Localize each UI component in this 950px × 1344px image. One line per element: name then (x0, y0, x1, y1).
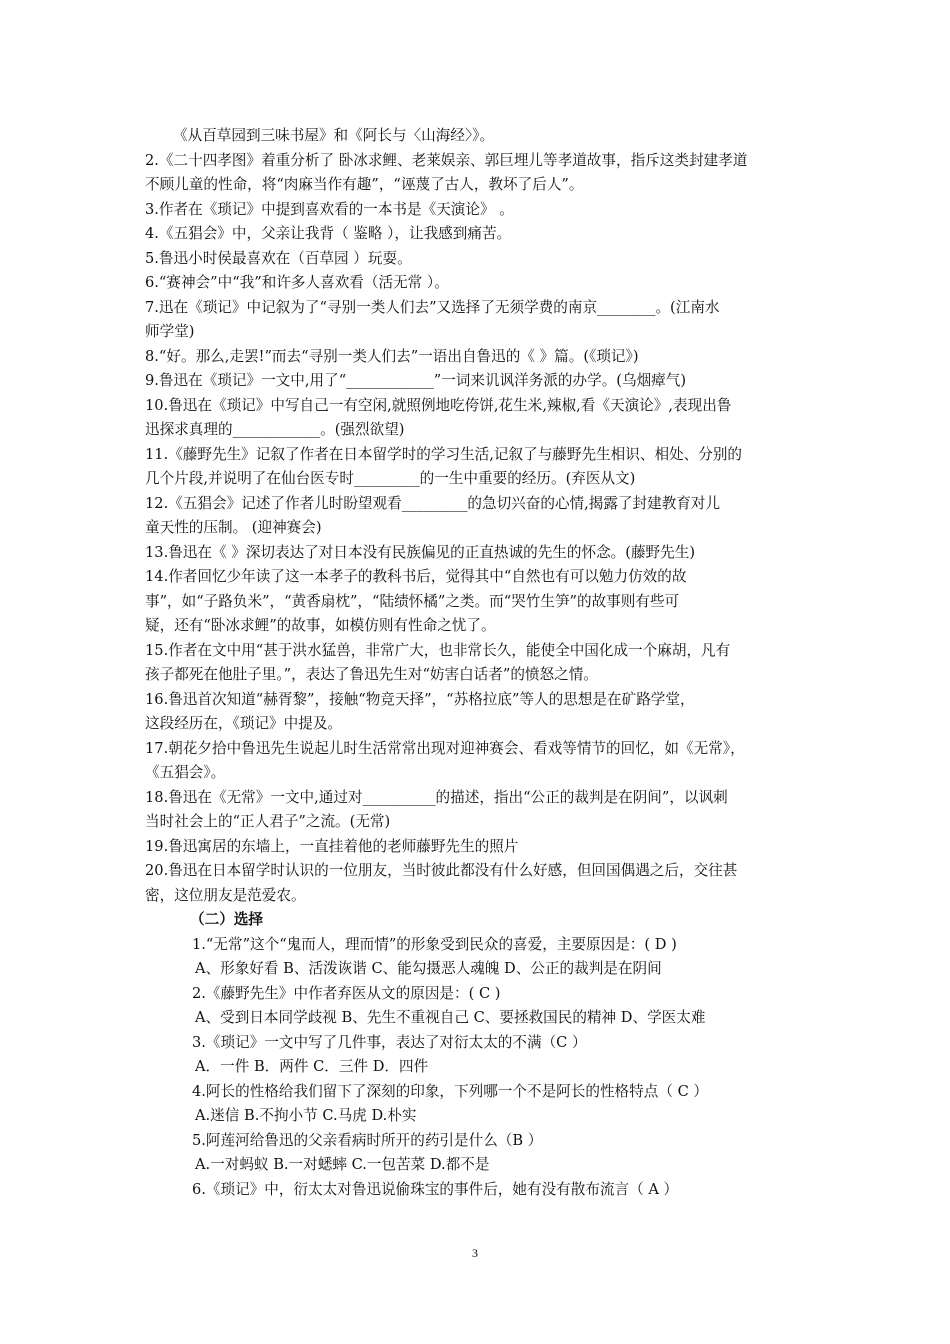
text-line: 迅探求真理的____________。(强烈欲望) (145, 421, 405, 438)
question-7: 7.迅在《琐记》中记叙为了“寻别一类人们去”又选择了无须学费的南京________。(江南水 (145, 298, 720, 316)
choice-question-6: 6.《琐记》中，衍太太对鲁迅说偷珠宝的事件后，她有没有散布流言（ A ） (192, 1180, 679, 1198)
choice-options-4: A.迷信 B.不拘小节 C.马虎 D.朴实 (195, 1107, 417, 1124)
text-line: 《五猖会》。 (145, 764, 226, 781)
choice-question-4: 4.阿长的性格给我们留下了深刻的印象，下列哪一个不是阿长的性格特点（ C ） (192, 1082, 708, 1100)
question-6: 6.“赛神会”中“我”和许多人喜欢看（活无常 ）。 (145, 274, 449, 291)
choice-question-2: 2.《藤野先生》中作者弃医从文的原因是：( C ) (192, 984, 501, 1002)
choice-question-5: 5.阿莲河给鲁迅的父亲看病时所开的药引是什么（B ） (192, 1131, 543, 1149)
question-2: 2.《二十四孝图》着重分析了 卧冰求鲤、老莱娱亲、郭巨埋儿等孝道故事，指斥这类封建孝道 (145, 151, 748, 169)
document-page (145, 124, 810, 1202)
question-4: 4.《五猖会》中，父亲让我背（ 鉴略 ），让我感到痛苦。 (145, 225, 512, 242)
choice-options-3: A．一件 B．两件 C．三件 D．四件 (195, 1058, 429, 1075)
section-heading: （二）选择 (190, 911, 263, 928)
choice-question-1: 1.“无常”这个“鬼而人，理而情”的形象受到民众的喜爱，主要原因是：( D ) (192, 935, 677, 953)
question-5: 5.鲁迅小时侯最喜欢在（百草园 ）玩耍。 (145, 249, 412, 267)
question-17: 17.朝花夕拾中鲁迅先生说起儿时生活常常出现对迎神赛会、看戏等情节的回忆，如《无常》， (145, 739, 745, 757)
text-line: 孩子都死在他肚子里。”，表达了鲁迅先生对“妨害白话者”的愤怒之情。 (145, 666, 598, 683)
question-15: 15.作者在文中用“甚于洪水猛兽，非常广大，也非常长久，能使全中国化成一个麻胡，凡有 (145, 641, 731, 659)
text-line: 疑，还有“卧冰求鲤”的故事，如模仿则有性命之忧了。 (145, 617, 496, 634)
question-11: 11.《藤野先生》记叙了作者在日本留学时的学习生活,记叙了与藤野先生相识、相处、分别的 (145, 445, 743, 463)
text-line: 当时社会上的“正人君子”之流。(无常) (145, 813, 391, 830)
choice-question-3: 3.《琐记》一文中写了几件事，表达了对衍太太的不满（C ） (192, 1033, 587, 1051)
text-line: 不顾儿童的性命，将“肉麻当作有趣”，“诬蔑了古人，教坏了后人”。 (145, 176, 584, 193)
text-line: 这段经历在，《琐记》中提及。 (145, 715, 343, 732)
question-19: 19.鲁迅寓居的东墙上，一直挂着他的老师藤野先生的照片 (145, 837, 519, 855)
page-number: 3 (472, 1246, 478, 1260)
text-line: 密，这位朋友是范爱农。 (145, 886, 306, 904)
question-13: 13.鲁迅在《 》深切表达了对日本没有民族偏见的正直热诚的先生的怀念。(藤野先生) (145, 543, 696, 561)
question-3: 3.作者在《琐记》中提到喜欢看的一本书是《天演论》 。 (145, 200, 514, 218)
question-12: 12.《五猖会》记述了作者儿时盼望观看_________的急切兴奋的心情,揭露了封建教育对儿 (145, 494, 721, 512)
question-14: 14.作者回忆少年读了这一本孝子的教科书后，觉得其中“自然也有可以勉力仿效的故 (145, 568, 687, 585)
question-8: 8.“好。那么,走罢!”而去“寻别一类人们去”一语出自鲁迅的《 》篇。(《琐记》) (145, 347, 639, 365)
choice-options-5: A.一对蚂蚁 B.一对蟋蟀 C.一包苦菜 D.都不是 (195, 1156, 490, 1173)
question-18: 18.鲁迅在《无常》一文中,通过对__________的描述，指出“公正的裁判是在阴间”，以讽刺 (145, 788, 728, 806)
text-line: 《从百草园到三味书屋》和《阿长与〈山海经〉》。 (173, 127, 495, 144)
text-line: 几个片段,并说明了在仙台医专时_________的一生中重要的经历。(弃医从文) (145, 470, 636, 487)
text-line: 师学堂) (145, 323, 195, 340)
text-line: 童天性的压制。 (迎神赛会) (145, 519, 322, 536)
text-line: 事”，如“子路负米”，“黄香扇枕”，“陆绩怀橘”之类。而“哭竹生笋”的故事则有些可 (145, 592, 680, 610)
question-20: 20.鲁迅在日本留学时认识的一位朋友，当时彼此都没有什么好感，但回国偶遇之后，交往甚 (145, 862, 738, 879)
choice-options-1: A、形象好看 B、活泼诙谐 C、能勾摄恶人魂魄 D、公正的裁判是在阴间 (195, 960, 662, 977)
question-9: 9.鲁迅在《琐记》一文中,用了“____________”一词来讥讽洋务派的办学。(乌烟瘴气) (145, 372, 687, 389)
choice-options-2: A、受到日本同学歧视 B、先生不重视自己 C、要拯救国民的精神 D、学医太难 (195, 1009, 706, 1026)
question-10: 10.鲁迅在《琐记》中写自己一有空闲,就照例地吃侉饼,花生米,辣椒,看《天演论》,表现出鲁 (145, 396, 732, 414)
question-16: 16.鲁迅首次知道“赫胥黎”，接触“物竞天择”，“苏格拉底”等人的思想是在矿路学堂， (145, 690, 695, 708)
